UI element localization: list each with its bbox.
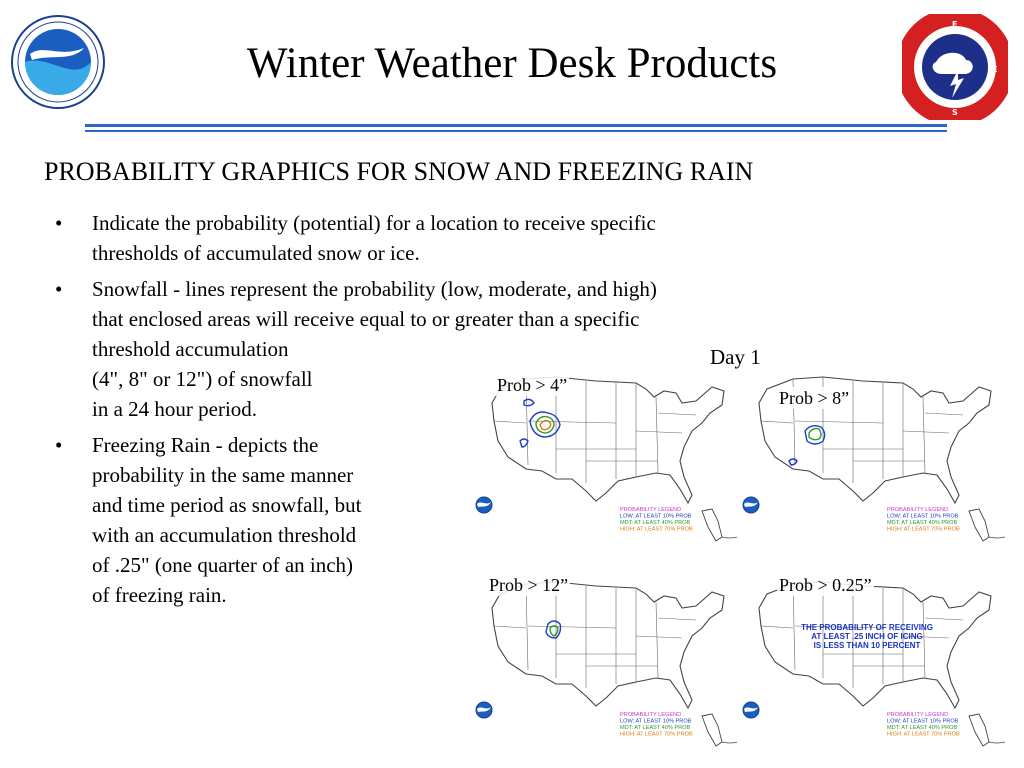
bullet-line: and time period as snowfall, but — [92, 493, 362, 517]
legend-entry: LOW: AT LEAST 10% PROB — [887, 718, 959, 725]
bullet-line: that enclosed areas will receive equal to or greater than a specific — [92, 307, 640, 331]
svg-text:S: S — [952, 108, 958, 117]
svg-text:E: E — [952, 20, 958, 29]
bullet-line: probability in the same manner — [92, 463, 354, 487]
bullet-line: thresholds of accumulated snow or ice. — [92, 241, 420, 265]
bullet-dot: • — [55, 211, 63, 235]
bullet-line: threshold accumulation — [92, 337, 289, 361]
legend-entry: MDT: AT LEAST 40% PROB — [620, 725, 691, 731]
legend-entry: LOW: AT LEAST 10% PROB — [620, 718, 692, 725]
legend-entry: HIGH: AT LEAST 70% PROB — [620, 526, 693, 533]
bullet-line: (4", 8" or 12") of snowfall — [92, 367, 313, 391]
legend-entry: HIGH: AT LEAST 70% PROB — [887, 526, 960, 533]
slide-title: Winter Weather Desk Products — [246, 40, 778, 87]
icing-probability-note: THE PROBABILITY OF RECEIVING — [801, 623, 933, 632]
title-divider — [85, 124, 947, 127]
legend-entry: MDT: AT LEAST 40% PROB — [620, 520, 691, 526]
legend-entry: HIGH: AT LEAST 70% PROB — [620, 731, 693, 738]
legend-entry: MDT: AT LEAST 40% PROB — [887, 725, 958, 731]
bullet-line: of .25" (one quarter of an inch) — [92, 553, 354, 577]
icing-probability-note: AT LEAST .25 INCH OF ICING — [811, 632, 923, 641]
legend-entry: PROBABILITY LEGEND — [887, 507, 949, 513]
legend-entry: PROBABILITY LEGEND — [620, 712, 682, 718]
bullet-line: Indicate the probability (potential) for a location to receive specific — [92, 211, 656, 235]
legend-entry: MDT: AT LEAST 40% PROB — [887, 520, 958, 526]
legend-entry: LOW: AT LEAST 10% PROB — [887, 513, 959, 520]
legend-entry: HIGH: AT LEAST 70% PROB — [887, 731, 960, 738]
map-label-prob-4: Prob > 4” — [497, 375, 568, 395]
title-divider-thin — [85, 130, 947, 132]
bullet-dot: • — [55, 277, 63, 301]
bullet-line: of freezing rain. — [92, 583, 227, 607]
bullet-item — [55, 208, 875, 268]
subtitle: PROBABILITY GRAPHICS FOR SNOW AND FREEZING RAIN — [44, 157, 754, 186]
svg-text:E: E — [992, 65, 998, 74]
national-weather-service-logo — [902, 14, 1008, 120]
map-label-prob-12: Prob > 12” — [489, 575, 569, 595]
bullet-line: Snowfall - lines represent the probability (low, moderate, and high) — [92, 277, 657, 301]
noaa-logo — [10, 14, 106, 110]
snow-prob-8in-map — [737, 355, 1005, 545]
bullet-dot: • — [55, 433, 63, 457]
icing-probability-note: IS LESS THAN 10 PERCENT — [813, 641, 921, 650]
bullet-line: Freezing Rain - depicts the — [92, 433, 319, 457]
legend-entry: PROBABILITY LEGEND — [887, 712, 949, 718]
day-label: Day 1 — [710, 345, 761, 369]
bullet-line: in a 24 hour period. — [92, 397, 258, 421]
legend-entry: PROBABILITY LEGEND — [620, 507, 682, 513]
map-label-prob-025: Prob > 0.25” — [779, 575, 872, 595]
legend-entry: LOW: AT LEAST 10% PROB — [620, 513, 692, 520]
svg-text:N: N — [914, 65, 921, 74]
bullet-line: with an accumulation threshold — [92, 523, 357, 547]
map-label-prob-8: Prob > 8” — [779, 388, 850, 408]
